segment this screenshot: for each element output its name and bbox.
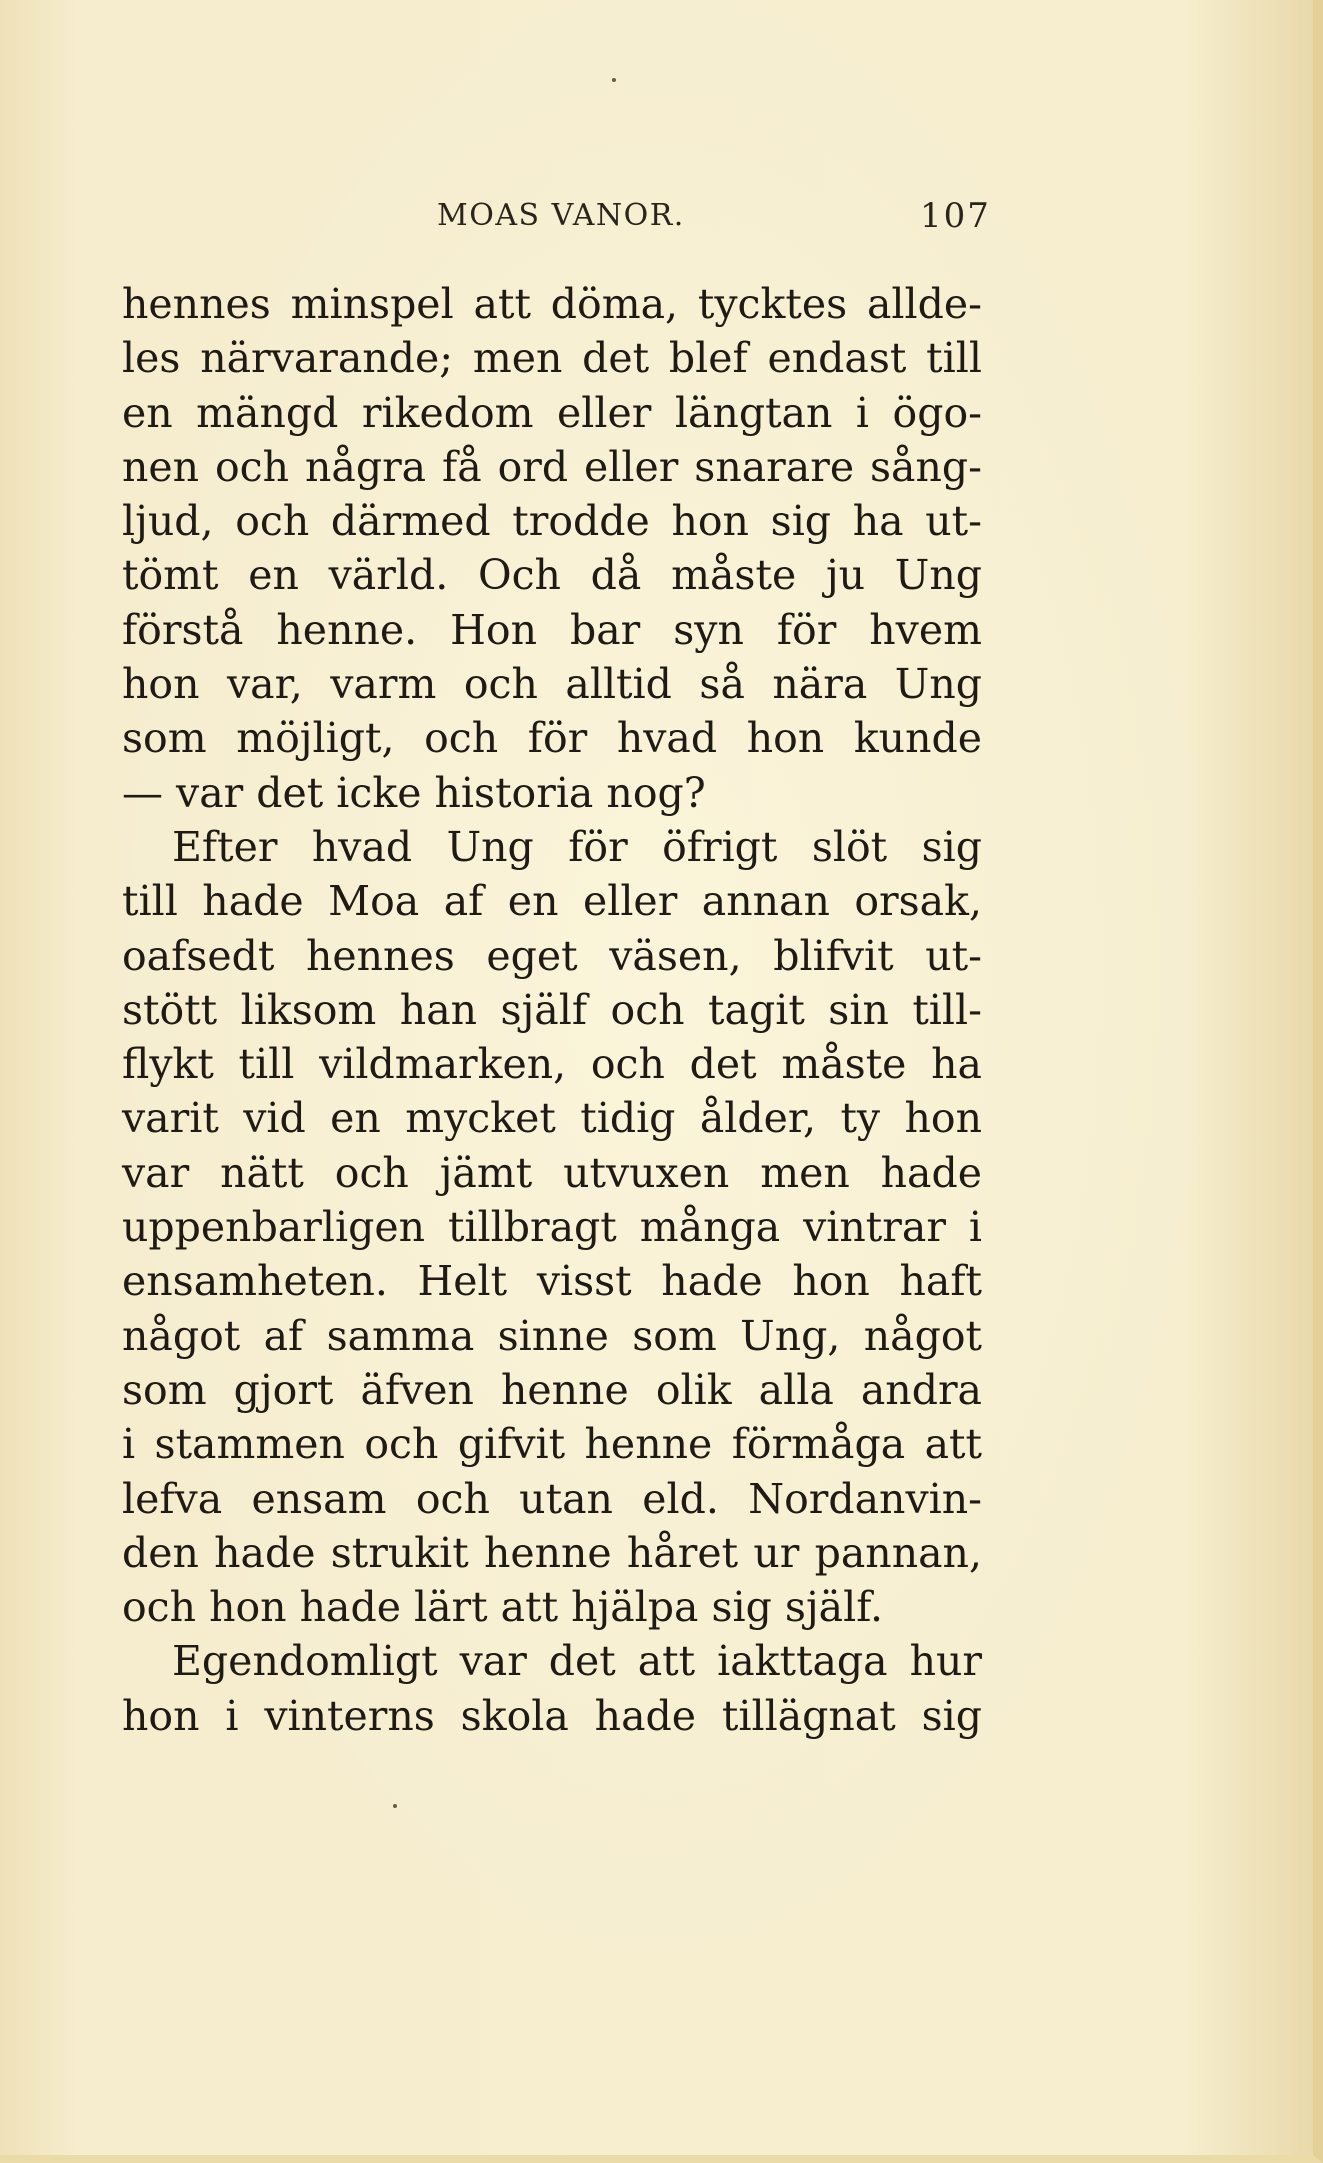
text-line: i stammen och gifvit henne förmåga att <box>122 1420 982 1469</box>
text-line: flykt till vildmarken, och det måste ha <box>122 1040 982 1089</box>
text-line: lefva ensam och utan eld. Nordanvin- <box>122 1474 982 1523</box>
text-line: som möjligt, och för hvad hon kunde <box>122 714 982 763</box>
text-line: hennes minspel att döma, tycktes allde- <box>122 280 982 328</box>
text-line: något af samma sinne som Ung, något <box>122 1311 982 1360</box>
page-number: 107 <box>920 196 991 236</box>
paragraph-end-line: — var det icke historia nog? <box>122 768 706 817</box>
paragraph-start-line: Egendomligt var det att iakttaga hur <box>172 1637 982 1686</box>
text-line: les närvarande; men det blef endast till <box>122 334 982 383</box>
text-line: uppenbarligen tillbragt många vintrar i <box>122 1203 982 1252</box>
paper-speck <box>393 1804 397 1808</box>
text-line: hon i vinterns skola hade tillägnat sig <box>122 1691 982 1740</box>
paper-speck <box>612 78 616 82</box>
text-line: var nätt och jämt utvuxen men hade <box>122 1148 982 1197</box>
text-line: tömt en värld. Och då måste ju Ung <box>122 551 982 600</box>
running-head: MOAS VANOR. <box>437 198 685 233</box>
text-line: förstå henne. Hon bar syn för hvem <box>122 605 982 654</box>
text-line: ljud, och därmed trodde hon sig ha ut- <box>122 497 982 546</box>
text-line: ensamheten. Helt visst hade hon haft <box>122 1257 982 1306</box>
text-line: stött liksom han själf och tagit sin till- <box>122 985 982 1034</box>
text-line: en mängd rikedom eller längtan i ögo- <box>122 388 982 437</box>
body-text <box>122 277 982 1743</box>
text-line: som gjort äfven henne olik alla andra <box>122 1365 982 1414</box>
text-line: den hade strukit henne håret ur pannan, <box>122 1528 982 1577</box>
text-line: nen och några få ord eller snarare sång- <box>122 442 982 491</box>
text-line: hon var, varm och alltid så nära Ung <box>122 660 982 709</box>
text-line: till hade Moa af en eller annan orsak, <box>122 877 982 926</box>
paragraph-start-line: Efter hvad Ung för öfrigt slöt sig <box>172 822 982 871</box>
text-line: oafsedt hennes eget väsen, blifvit ut- <box>122 931 982 980</box>
text-line: varit vid en mycket tidig ålder, ty hon <box>122 1094 982 1143</box>
paragraph-end-line: och hon hade lärt att hjälpa sig själf. <box>122 1583 883 1632</box>
